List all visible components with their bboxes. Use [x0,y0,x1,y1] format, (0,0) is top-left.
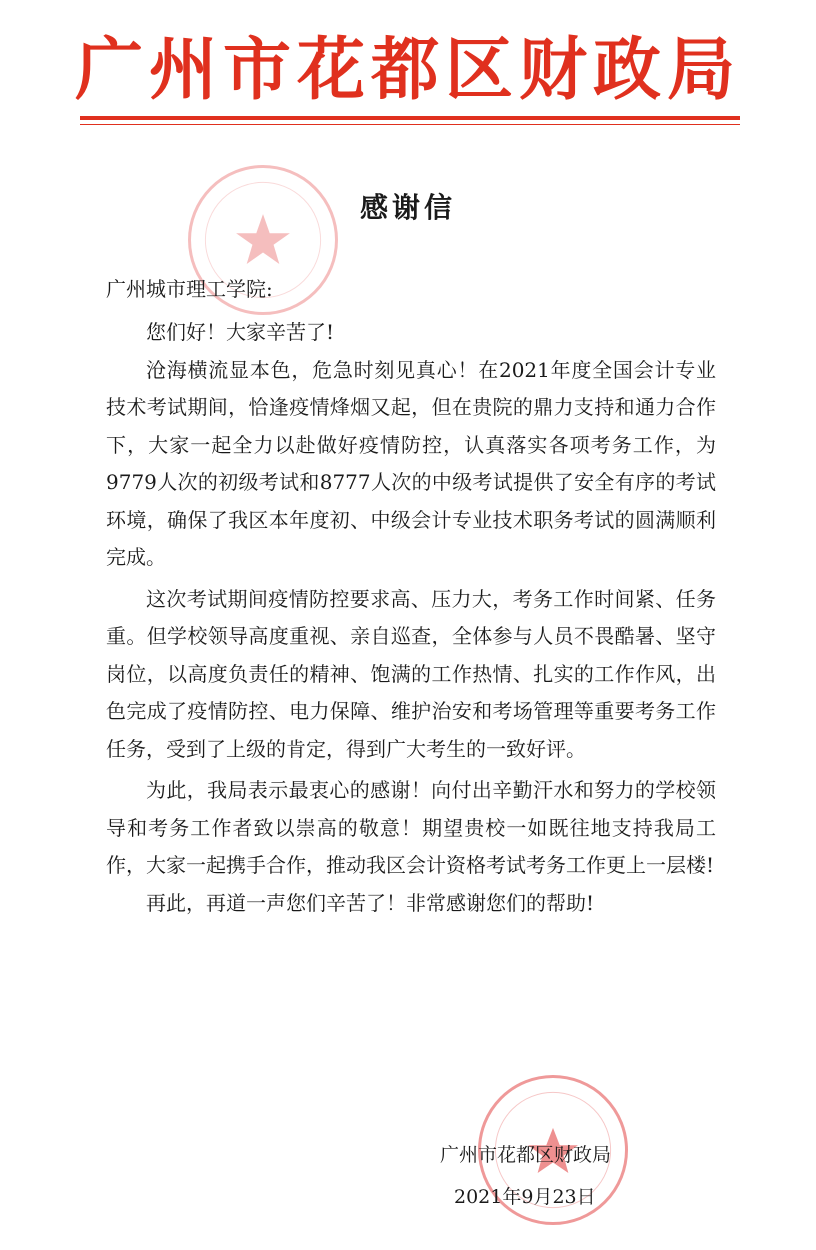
letterhead-rule-thick [80,116,740,120]
paragraph-closing: 再此，再道一声您们辛苦了！非常感谢您们的帮助! [146,890,595,915]
letterhead-org-name: 广州市花都区财政局 [74,30,741,110]
paragraph-2: 这次考试期间疫情防控要求高、压力大，考务工作时间紧、任务重。但学校领导高度重视、亲自巡查，全体参与人员不畏酷暑、坚守岗位，以高度负责任的精神、饱满的工作热情、扎实的工作作风，出色完成了疫情防控、电力保障、维护治安和考场管理等重要考务工作任务，受到了上级的肯定，得到广大考生的一致好评。 [106,586,716,761]
signature-org: 广州市花都区财政局 [440,1144,612,1166]
paragraph-1: 沧海横流显本色，危急时刻见真心！在2021年度全国会计专业技术考试期间，恰逢疫情烽烟又起，但在贵院的鼎力支持和通力合作下，大家一起全力以赴做好疫情防控，认真落实各项考务工作，为9779人次的初级考试和8777人次的中级考试提供了安全有序的考试环境，确保了我区本年度初、中级会计专业技术职务考试的圆满顺利完成。 [106,357,716,569]
letter-title: 感谢信 [359,191,456,224]
signature-date: 2021年9月23日 [454,1186,596,1208]
paragraph-3: 为此，我局表示最衷心的感谢！向付出辛勤汗水和努力的学校领导和考务工作者致以崇高的敬意！期望贵校一如既往地支持我局工作，大家一起携手合作，推动我区会计资格考试考务工作更上一层楼! [106,778,716,877]
paragraph-greeting: 您们好！大家辛苦了! [146,320,335,344]
letterhead-rule-thin [80,124,740,125]
letter-body [106,314,716,922]
salutation: 广州城市理工学院: [106,277,273,301]
